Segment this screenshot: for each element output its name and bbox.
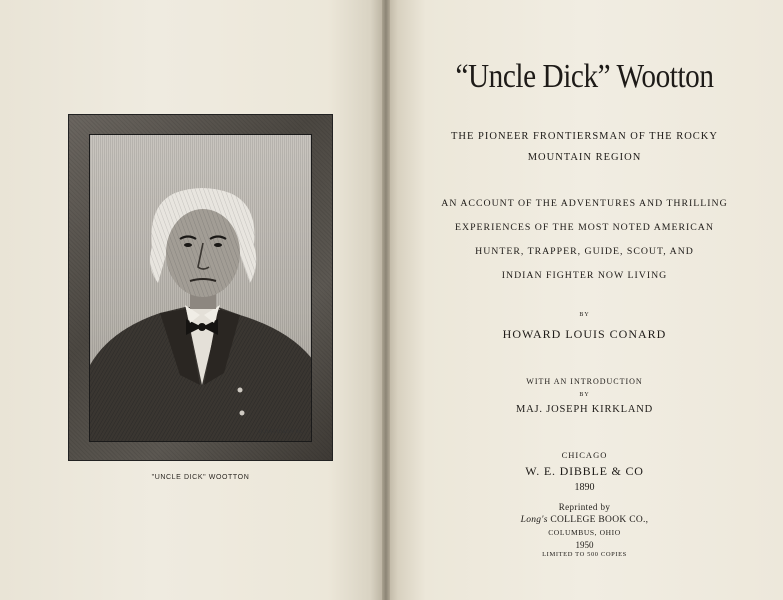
account-line: HUNTER, TRAPPER, GUIDE, SCOUT, AND [475, 246, 694, 257]
account-line: INDIAN FIGHTER NOW LIVING [501, 270, 668, 281]
introduction-by-label: BY [579, 392, 590, 398]
subtitle [386, 126, 783, 168]
portrait-caption: "UNCLE DICK" WOOTTON [151, 474, 250, 481]
account-line: AN ACCOUNT OF THE ADVENTURES AND THRILLING [441, 198, 728, 209]
reprint-publisher [386, 515, 783, 525]
introduction-label: WITH AN INTRODUCTION [526, 377, 643, 386]
reprint-label: Reprinted by [558, 502, 611, 512]
by-label: BY [579, 312, 590, 318]
portrait-illustration [90, 135, 312, 442]
publication-year: 1890 [574, 482, 595, 493]
subtitle-line: THE PIONEER FRONTIERSMAN OF THE ROCKY [451, 131, 718, 142]
account-line: EXPERIENCES OF THE MOST NOTED AMERICAN [455, 222, 714, 233]
reprint-city: COLUMBUS, OHIO [548, 528, 621, 537]
reprint-year: 1950 [575, 540, 594, 550]
publisher-city: CHICAGO [561, 450, 608, 460]
author-name: HOWARD LOUIS CONARD [502, 327, 667, 341]
portrait-frame [68, 114, 333, 461]
reprint-publisher-rest: COLLEGE BOOK CO., [547, 515, 649, 525]
book-title: “Uncle Dick” Wootton [455, 58, 714, 95]
portrait-engraving [89, 134, 312, 442]
subtitle-line: MOUNTAIN REGION [527, 152, 642, 163]
introduction-author: MAJ. JOSEPH KIRKLAND [515, 404, 654, 415]
engraver-mark: H.DAVIDSON SC [258, 430, 303, 435]
account-description [386, 192, 783, 288]
publisher-name: W. E. DIBBLE & CO [525, 464, 644, 478]
limited-edition-note: LIMITED TO 500 COPIES [542, 551, 627, 558]
reprint-publisher-italic: Long's [520, 515, 548, 525]
